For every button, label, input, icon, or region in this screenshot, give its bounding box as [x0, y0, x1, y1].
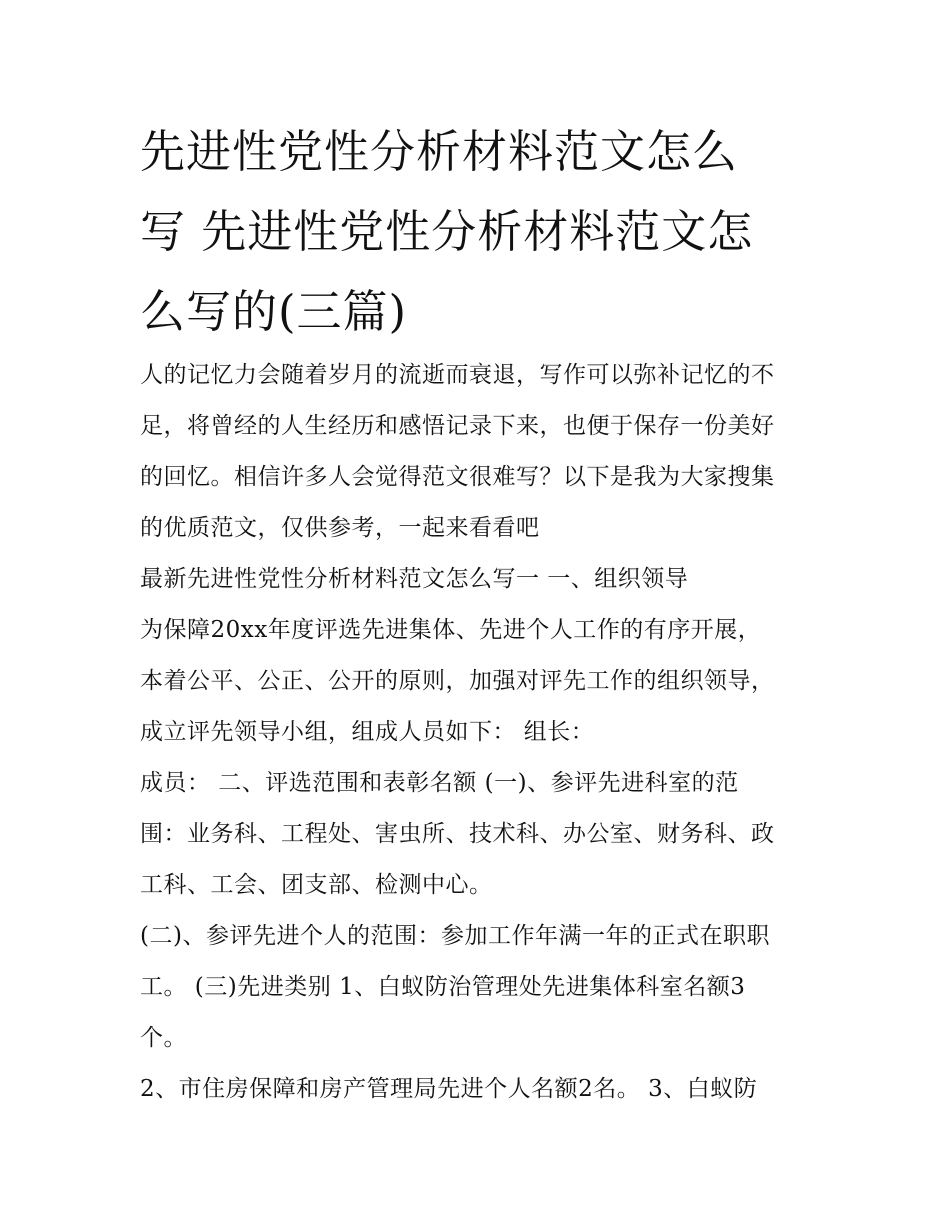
text-line: 2、市住房保障和房产管理局先进个人名额2名。 3、白蚁防 — [140, 1076, 758, 1102]
title-line: 写 先进性党性分析材料范文怎 — [140, 205, 754, 258]
organization-paragraph — [140, 605, 830, 758]
title-line: 先进性党性分析材料范文怎么 — [140, 125, 739, 178]
text-line: 本着公平、公正、公开的原则，加强对评先工作的组织领导， — [140, 668, 775, 694]
text-line: 个。 — [140, 1025, 187, 1051]
quota-paragraph — [140, 1064, 830, 1115]
scope-paragraph — [140, 758, 830, 911]
text-line: 足，将曾经的人生经历和感悟记录下来，也便于保存一份美好 — [140, 413, 775, 439]
text-line: 工。 (三)先进类别 1、白蚁防治管理处先进集体科室名额3 — [140, 974, 746, 1000]
intro-paragraph — [140, 350, 830, 554]
text-line: 成立评先领导小组，组成人员如下： 组长： — [140, 719, 595, 745]
text-line: 工科、工会、团支部、检测中心。 — [140, 872, 493, 898]
section-heading-paragraph — [140, 554, 830, 605]
text-line: 围：业务科、工程处、害虫所、技术科、办公室、财务科、政 — [140, 821, 775, 847]
text-line: 的回忆。相信许多人会觉得范文很难写？以下是我为大家搜集 — [140, 464, 775, 490]
document-body — [140, 350, 830, 1119]
individual-scope-paragraph — [140, 911, 830, 1064]
text-line: 成员： 二、评选范围和表彰名额 (一)、参评先进科室的范 — [140, 770, 739, 796]
document-title — [140, 112, 820, 352]
text-line: (二)、参评先进个人的范围：参加工作年满一年的正式在职职 — [140, 923, 770, 949]
text-line: 的优质范文，仅供参考，一起来看看吧 — [140, 515, 540, 541]
text-line: 最新先进性党性分析材料范文怎么写一 一、组织领导 — [140, 566, 689, 592]
text-line: 为保障20xx年度评选先进集体、先进个人工作的有序开展， — [140, 617, 762, 643]
text-line: 人的记忆力会随着岁月的流逝而衰退，写作可以弥补记忆的不 — [140, 362, 775, 388]
title-line: 么写的(三篇) — [140, 285, 408, 338]
